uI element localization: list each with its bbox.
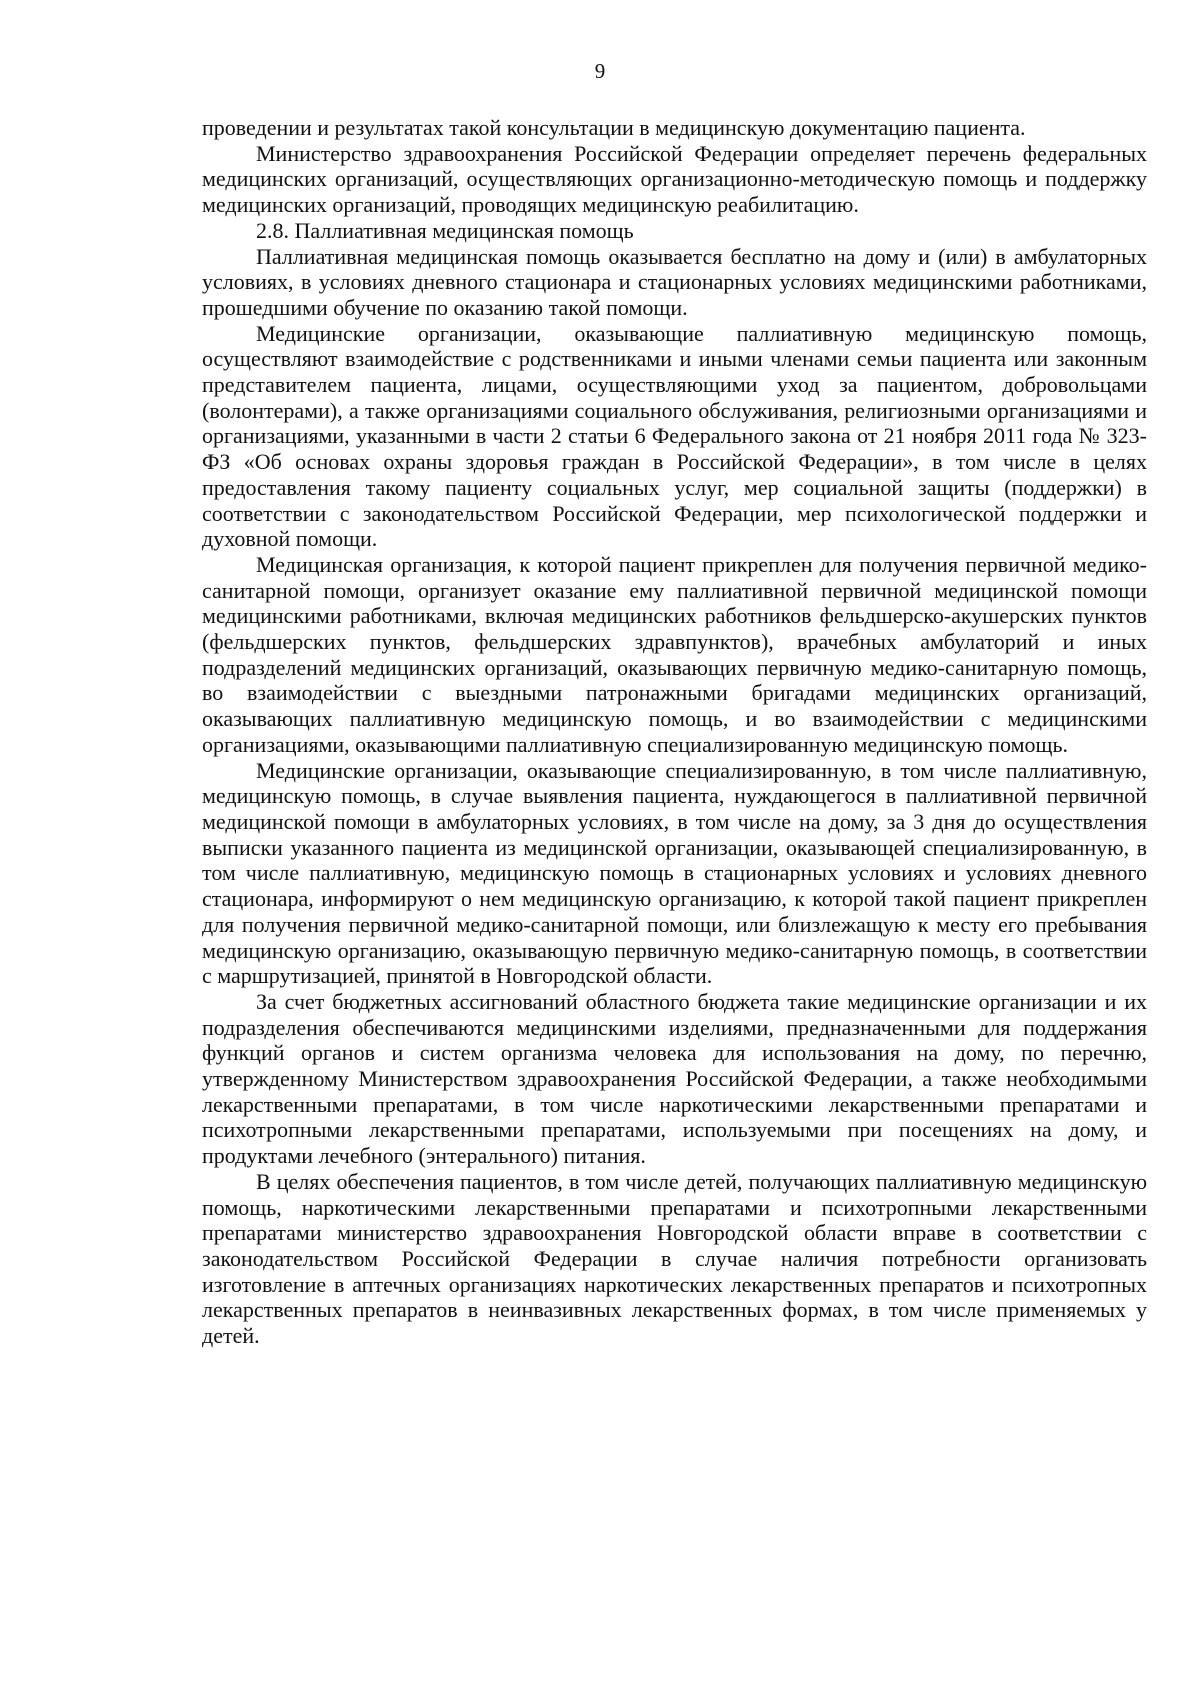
- paragraph-primary-care-organization: Медицинская организация, к которой пациент прикреплен для получения первичной медико-санитарной помощи, организует оказание ему паллиативной первичной медицинской помощи медицинскими работниками, включая медицинских работников фельдшерско-акушерских пунктов (фельдшерских пунктов, фельдшерских здравпунктов), врачебных амбулаторий и иных подразделений медицинских организаций, оказывающих первичную медико-санитарную помощь, во взаимодействии с выездными патронажными бригадами медицинских организаций, оказывающих паллиативную медицинскую помощь, и во взаимодействии с медицинскими организациями, оказывающими паллиативную специализированную медицинскую помощь.: [202, 551, 1147, 757]
- paragraph-ministry-list: Министерство здравоохранения Российской Федерации определяет перечень федеральных медицинских организаций, осуществляющих организационно-методическую помощь и поддержку медицинских организаций, проводящих медицинскую реабилитацию.: [202, 140, 1147, 218]
- paragraph-budget-medical-devices: За счет бюджетных ассигнований областного бюджета такие медицинские организации и их подразделения обеспечиваются медицинскими изделиями, предназначенными для поддержания функций органов и систем организма человека для использования на дому, по перечню, утвержденному Министерством здравоохранения Российской Федерации, а также необходимыми лекарственными препаратами, в том числе наркотическими лекарственными препаратами и психотропными лекарственными препаратами, используемыми при посещениях на дому, и продуктами лечебного (энтерального) питания.: [202, 988, 1147, 1169]
- page-number: 9: [594, 59, 606, 83]
- paragraph-free-palliative-care: Паллиативная медицинская помощь оказывается бесплатно на дому и (или) в амбулаторных условиях, в условиях дневного стационара и стационарных условиях медицинскими работниками, прошедшими обучение по оказанию такой помощи.: [202, 243, 1147, 320]
- paragraph-narcotic-drugs-provision: В целях обеспечения пациентов, в том числе детей, получающих паллиативную медицинскую помощь, наркотическими лекарственными препаратами и психотропными лекарственными препаратами министерство здравоохранения Новгородской области вправе в соответствии с законодательством Российской Федерации в случае наличия потребности организовать изготовление в аптечных организациях наркотических лекарственных препаратов и психотропных лекарственных препаратов в неинвазивных лекарственных формах, в том числе применяемых у детей.: [202, 1168, 1147, 1349]
- paragraph-interaction-with-relatives: Медицинские организации, оказывающие паллиативную медицинскую помощь, осуществляют взаимодействие с родственниками и иными членами семьи пациента или законным представителем пациента, лицами, осуществляющими уход за пациентом, добровольцами (волонтерами), а также организациями социального обслуживания, религиозными организациями и организациями, указанными в части 2 статьи 6 Федерального закона от 21 ноября 2011 года № 323-ФЗ «Об основах охраны здоровья граждан в Российской Федерации», в том числе в целях предоставления такому пациенту социальных услуг, мер социальной защиты (поддержки) в соответствии с законодательством Российской Федерации, мер психологической поддержки и духовной помощи.: [202, 320, 1147, 552]
- paragraph-continuation: проведении и результатах такой консультации в медицинскую документацию пациента.: [202, 115, 1026, 140]
- section-heading-palliative-care: 2.8. Паллиативная медицинская помощь: [256, 217, 634, 243]
- paragraph-discharge-notification: Медицинские организации, оказывающие специализированную, в том числе паллиативную, медицинскую помощь, в случае выявления пациента, нуждающегося в паллиативной первичной медицинской помощи в амбулаторных условиях, в том числе на дому, за 3 дня до осуществления выписки указанного пациента из медицинской организации, оказывающей специализированную, в том числе паллиативную, медицинскую помощь в стационарных условиях и условиях дневного стационара, информируют о нем медицинскую организацию, к которой такой пациент прикреплен для получения первичной медико-санитарной помощи, или близлежащую к месту его пребывания медицинскую организацию, оказывающую первичную медико-санитарную помощь, в соответствии с маршрутизацией, принятой в Новгородской области.: [202, 757, 1147, 989]
- document-body: [202, 115, 1147, 1349]
